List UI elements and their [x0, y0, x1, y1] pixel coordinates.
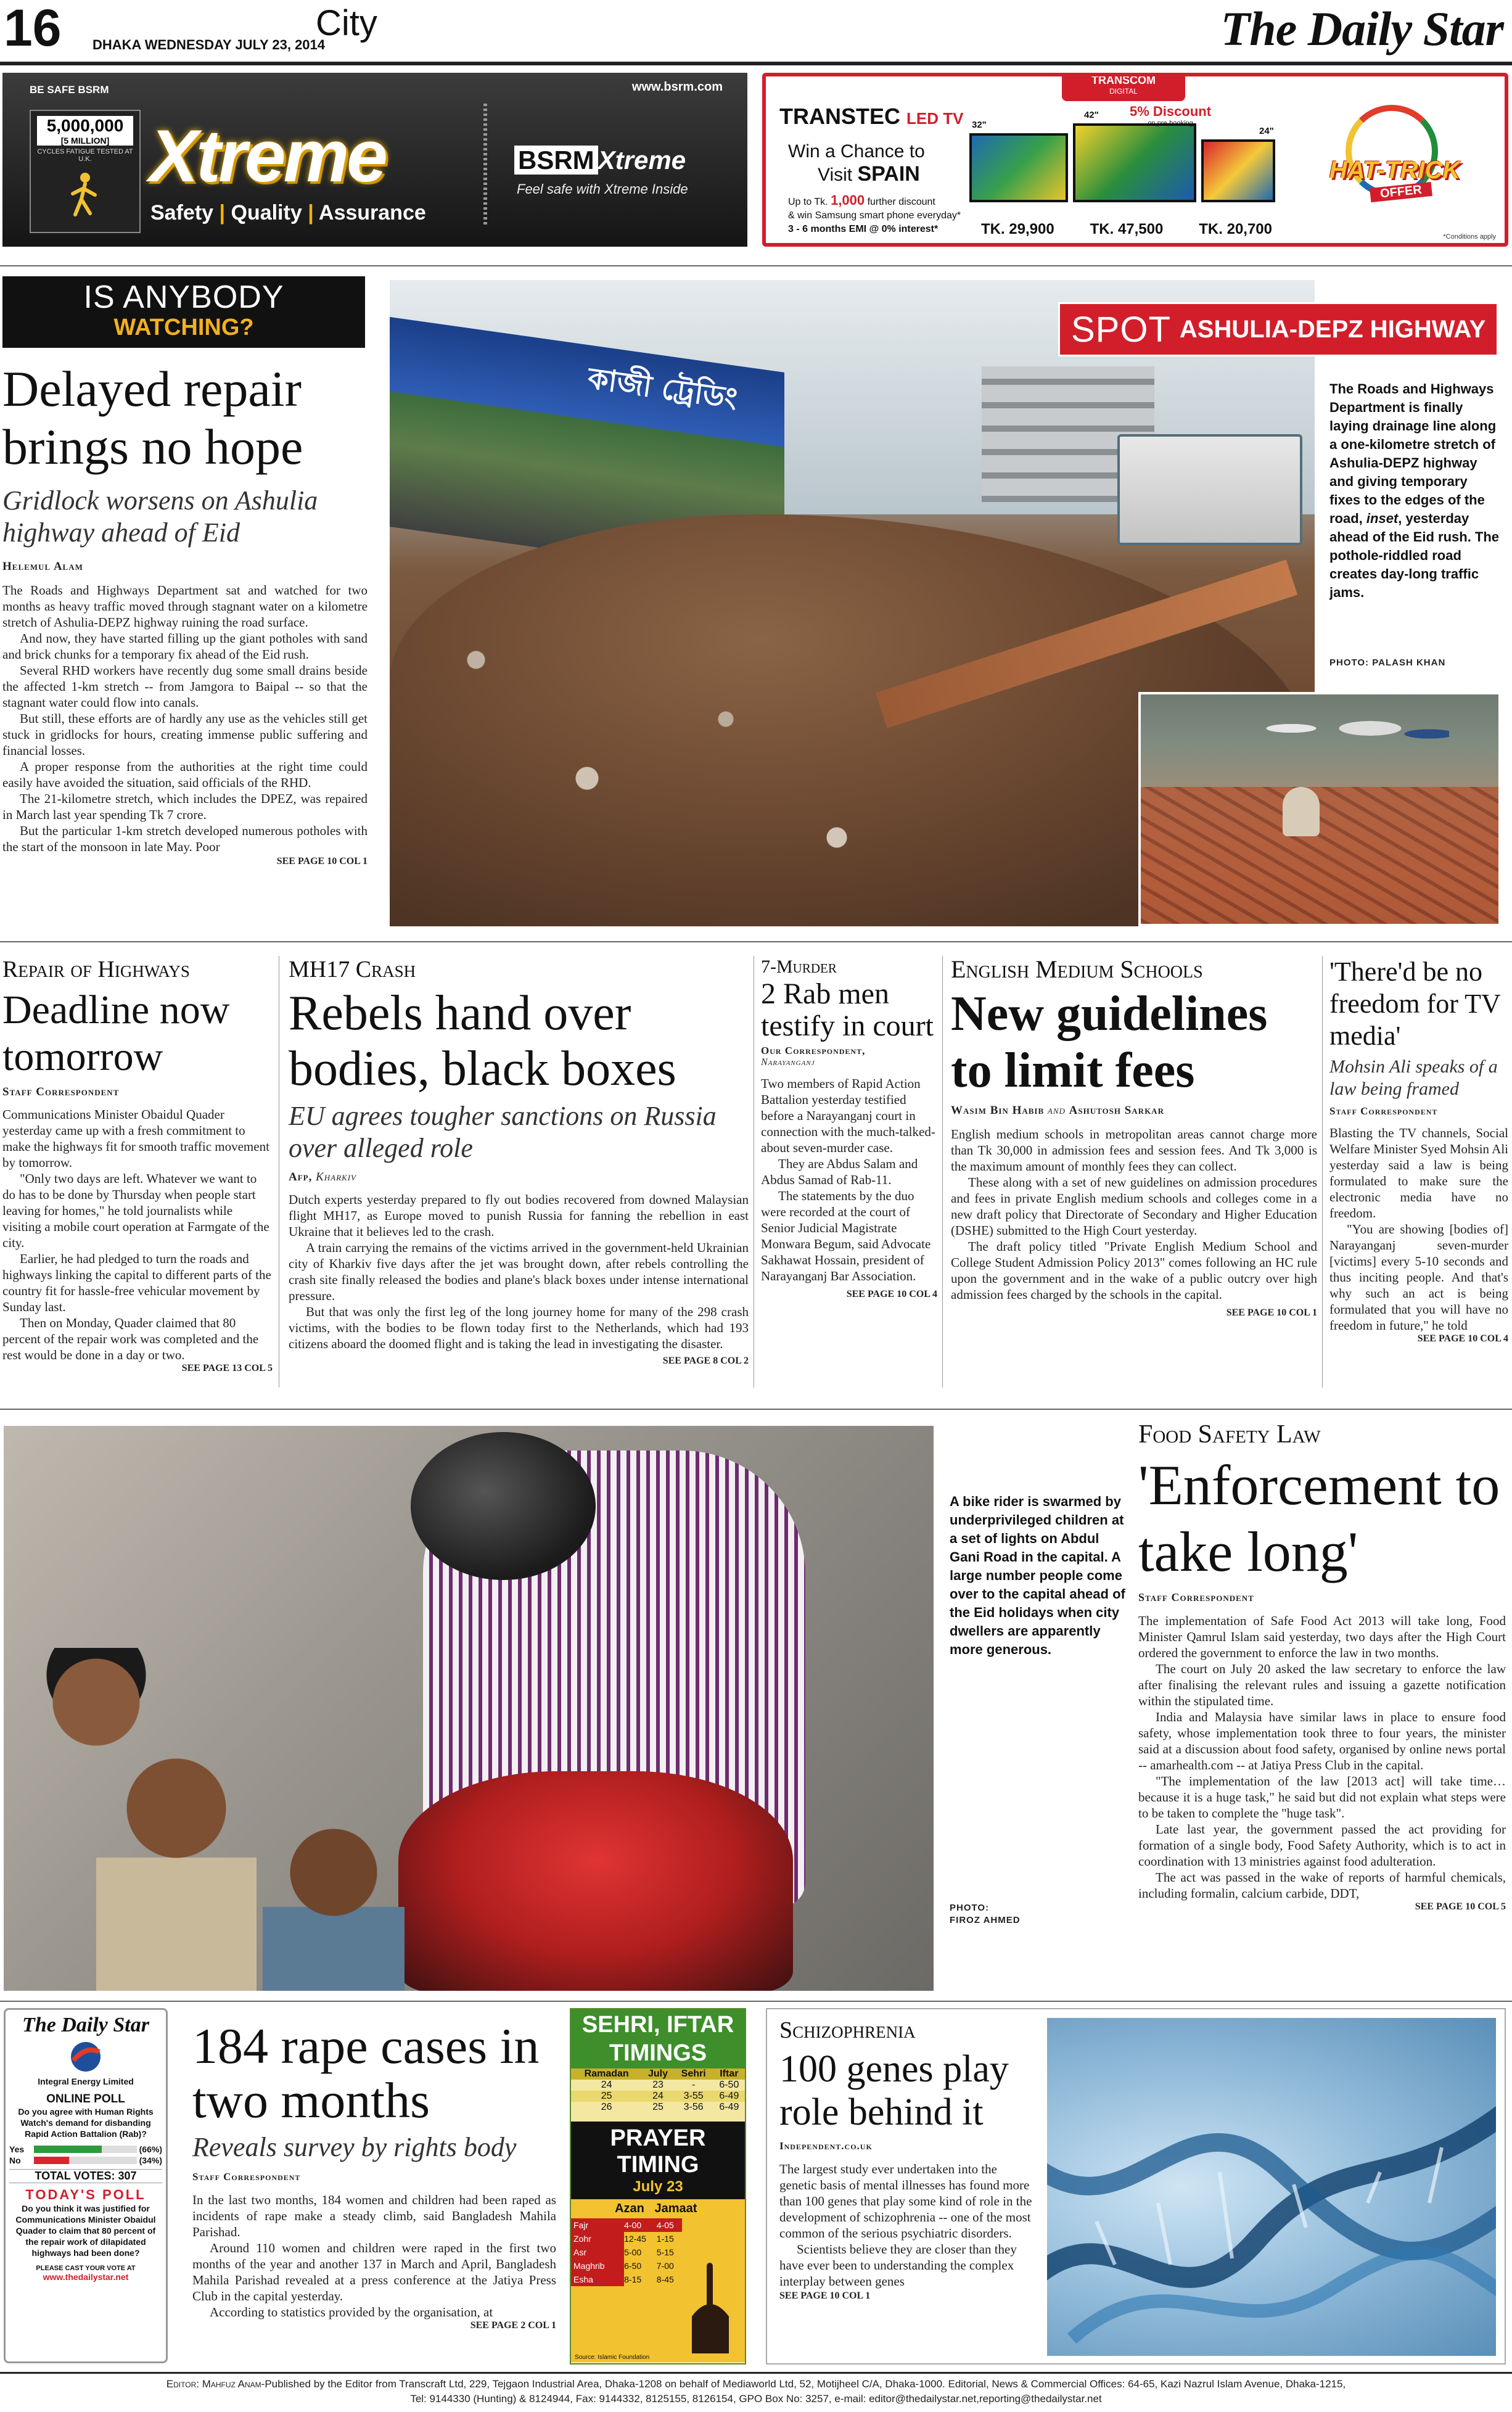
tv-32-size: 32" — [972, 120, 987, 130]
imprint-line-2: Tel: 9144330 (Hunting) & 8124944, Fax: 9144332, 8125155, 8126154, GPO Box No: 3257, e-mail: editor@thedailystar.net,reporting@thedailystar.net — [410, 2393, 1102, 2405]
page-number: 16 — [4, 0, 62, 57]
inset-photo — [1138, 692, 1501, 926]
rape-byline: Staff Correspondent — [192, 2171, 301, 2183]
inset-worker — [1283, 787, 1320, 836]
lead-body — [2, 582, 368, 855]
rubble-rocks — [421, 601, 976, 897]
bsrm-tagline: Feel safe with Xtreme Inside — [517, 181, 688, 197]
tv-body — [1329, 1125, 1508, 1333]
spot-label: SPOT — [1071, 309, 1171, 350]
food-kicker: Food Safety Law — [1138, 1420, 1321, 1449]
story-food-safety — [1138, 1421, 1506, 1994]
mh17-deck: EU agrees tougher sanctions on Russia over alleged role — [289, 1101, 717, 1163]
poll-bar-yes — [34, 2146, 102, 2153]
hat-trick-badge — [1321, 105, 1469, 228]
tv-headline: 'There'd be no freedom for TV media' — [1329, 957, 1500, 1051]
tv-32 — [969, 133, 1068, 202]
story-genes — [779, 2017, 1033, 2362]
sehri-iftar-row: 25 24 3-55 6-49 — [571, 2091, 745, 2102]
child-3 — [263, 1821, 405, 1991]
paragraph: Blasting the TV channels, Social Welfare Minister Syed Mohsin Ali yesterday said a law is being formulated to make sure the electronic media have no freedom. — [1329, 1126, 1508, 1220]
paragraph: But that was only the first leg of the long journey home for many of the 298 crash victims, with the bodies to be flown today first to the Netherlands, which had 193 citizens aboard the doomed flight and is taking the lead in investigating the disaster. — [289, 1304, 749, 1351]
poll-title: ONLINE POLL — [46, 2093, 125, 2105]
prayer-row: Esha 8-15 8-45 — [571, 2273, 682, 2286]
shop-sign: কাজী ট্রেডিং — [585, 361, 740, 416]
discount-badge: 5% Discount on pre-booking — [1130, 104, 1212, 127]
rab-body — [761, 1076, 937, 1284]
tv-byline: Staff Correspondent — [1329, 1105, 1438, 1117]
prayer-date: July 23 — [633, 2178, 683, 2195]
poll-sponsor: Integral Energy Limited — [38, 2077, 134, 2086]
genes-body — [779, 2161, 1033, 2289]
watching-tag-line2: WATCHING? — [113, 315, 254, 340]
masthead — [0, 0, 1512, 68]
story-tv-media — [1329, 956, 1508, 1388]
story-rab — [761, 956, 937, 1388]
bike-photo — [4, 1426, 934, 1991]
tv-deck: Mohsin Ali speaks of a law being framed — [1329, 1056, 1498, 1099]
paragraph: Several RHD workers have recently dug some small drains beside the affected 1-km stretch -- from Jamgora to Baipal -- so that the stagnant water could flow into canals. — [2, 663, 368, 710]
mh17-continued[interactable]: SEE PAGE 8 COL 2 — [662, 1356, 749, 1366]
paragraph: Dutch experts yesterday prepared to fly out bodies recovered from downed Malaysian flight MH17, as Europe moved to punish Russia for fanning the rebellion in east Ukraine that it believes led to the crash. — [289, 1192, 749, 1239]
story-deadline — [2, 956, 273, 1388]
lead-story — [2, 276, 368, 925]
mosque-icon — [680, 2261, 741, 2353]
paragraph: Earlier, he had pledged to turn the roads and highways linking the capital to different parts of the country fit for hassle-free vehicular movement by Sunday last. — [2, 1251, 271, 1314]
deadline-continued[interactable]: SEE PAGE 13 COL 5 — [181, 1363, 273, 1373]
genes-byline: Independent.co.uk — [779, 2140, 873, 2152]
tv-42 — [1073, 123, 1196, 202]
hat-trick-text: HAT-TRICK — [1329, 157, 1461, 184]
tv-continued[interactable]: SEE PAGE 10 COL 4 — [1417, 1333, 1508, 1344]
bsrm-logo: BSRM Xtreme — [514, 146, 686, 175]
food-byline: Staff Correspondent — [1138, 1591, 1254, 1603]
watching-tag-line1: IS ANYBODY — [83, 279, 284, 315]
watching-tag — [2, 276, 365, 348]
spot-banner — [1058, 302, 1498, 356]
paragraph: A proper response from the authorities at the right time could easily have avoided the situation, said officials of the RHD. — [2, 759, 368, 790]
rape-headline: 184 rape cases in two months — [192, 2018, 540, 2128]
paragraph: The statements by the duo were recorded at the court of Senior Judicial Magistrate Monwara Begum, said Advocate Sakhawat Hossain, president of Narayanganj Bar Association. — [761, 1188, 931, 1283]
english-kicker: English Medium Schools — [951, 955, 1203, 983]
dateline: DHAKA WEDNESDAY JULY 23, 2014 — [92, 37, 326, 52]
paragraph: The court on July 20 asked the law secretary to enforce the law after finalising the relevant rules and issuing a gazette notification within the stipulated time. — [1138, 1661, 1506, 1708]
bsrm-url[interactable]: www.bsrm.com — [631, 80, 723, 94]
prayer-row: Maghrib 6-50 7-00 — [571, 2259, 682, 2273]
poll-cast: PLEASE CAST YOUR VOTE AT — [36, 2265, 136, 2272]
cycles-million: [5 MILLION] — [37, 136, 133, 146]
col-divider — [1322, 956, 1323, 1388]
dna-helix-icon — [1047, 2018, 1496, 2356]
paragraph: The largest study ever undertaken into the genetic basis of mental illnesses has found more than 100 genes that play some kind of role in the development of schizophrenia -- one of the most common of the serious psychiatric disorders. — [779, 2162, 1032, 2241]
food-body — [1138, 1613, 1506, 1901]
spot-title: ASHULIA-DEPZ HIGHWAY — [1179, 315, 1486, 343]
paragraph: A train carrying the remains of the victims arrived in the government-held Ukrainian city of Kharkiv five days after the jet was brought down, after rebels controlling the crash site finally released the bodies and plane's black boxes under intense international pressure. — [289, 1240, 749, 1303]
sehri-iftar-title: SEHRI, IFTAR TIMINGS — [571, 2009, 745, 2068]
paragraph: Communications Minister Obaidul Quader yesterday came up with a fresh commitment to make the highways fit for smooth traffic movement by tomorrow. — [2, 1107, 269, 1170]
english-body — [951, 1126, 1317, 1303]
footer-rule — [0, 2372, 1512, 2374]
spain-offer: Win a Chance to Visit SPAIN — [788, 141, 925, 186]
imprint-line-1: Editor: Mahfuz Anam-Published by the Editor from Transcraft Ltd, 229, Tejgaon Industrial Area, Dhaka-1208 on behalf of Mediaworld Ltd, 52, Motijheel C/A, Dhaka-1000. Editorial, News & Commercial Offices: 64-65, Kazi Nazrul Islam Avenue, Dhaka-1215, — [166, 2378, 1346, 2390]
mh17-headline: Rebels hand over bodies, black boxes — [289, 986, 676, 1096]
paragraph: "The implementation of the law [2013 act] will take time… because it is a huge task," he said but did not explain what steps were to be taken to complete the "huge task". — [1138, 1774, 1506, 1821]
paragraph: The implementation of Safe Food Act 2013 will take long, Food Minister Qamrul Islam said yesterday, two days after the High Court ordered the government to enforce the law in two months. — [1138, 1613, 1506, 1660]
masthead-rule — [0, 62, 1512, 65]
mh17-body — [289, 1192, 749, 1352]
sehri-iftar-row: 24 23 - 6-50 — [601, 2080, 739, 2090]
prayer-title: PRAYER TIMING — [610, 2125, 706, 2178]
rule-row3 — [0, 1409, 1512, 1410]
mh17-kicker: MH17 Crash — [289, 957, 416, 982]
paragraph: "Only two days are left. Whatever we want to do has to be done by Thursday when people start leaving for homes," he told journalists while visiting a mobile court operation at Farmgate of the city. — [2, 1171, 269, 1250]
deadline-body — [2, 1106, 273, 1363]
todays-poll-title: TODAY'S POLL — [25, 2187, 146, 2202]
sehri-iftar-table — [571, 2068, 745, 2113]
rape-deck: Reveals survey by rights body — [192, 2132, 517, 2162]
paragraph: According to statistics provided by the organisation, at — [210, 2305, 493, 2319]
paragraph: They are Abdus Salam and Abdus Samad of Rab-11. — [761, 1156, 918, 1187]
bike-photo-credit: PHOTO: FIROZ AHMED — [950, 1903, 1021, 1925]
tv-24 — [1201, 139, 1275, 202]
sehri-iftar-header: Ramadan July Sehri Iftar — [571, 2068, 745, 2080]
transtec-logo: TRANSTEC LED TV — [779, 104, 964, 129]
mh17-byline: Afp, Kharkiv — [289, 1171, 356, 1183]
rule-under-ads — [0, 265, 1512, 266]
english-headline: New guidelines to limit fees — [951, 987, 1268, 1098]
paragraph: India and Malaysia have similar laws in place to ensure food safety, whose implementation took three to four years, the minister said at a discussion about food safety, organised by online news portal -- amarhealth.com -- at Jatiya Press Club in the capital. — [1138, 1710, 1506, 1772]
conditions: *Conditions apply — [1443, 233, 1496, 241]
genes-continued[interactable]: SEE PAGE 10 COL 1 — [779, 2291, 871, 2301]
paragraph: The draft policy titled "Private English Medium School and College Student Admission Policy 2013" comes following an HC rule upon the government and in the wake of a public outcry over high admission fees charged by the schools in the capital. — [951, 1239, 1317, 1302]
hat-trick-offer: OFFER — [1370, 182, 1432, 202]
cycles-text: CYCLES FATIGUE TESTED AT U.K. — [37, 148, 133, 163]
rab-kicker: 7-Murder — [761, 957, 837, 977]
paragraph: Then on Monday, Quader claimed that 80 percent of the repair work was completed and the rest would be done in a day or two. — [2, 1315, 259, 1362]
integral-energy-logo — [67, 2039, 104, 2074]
price-32: TK. 29,900 — [980, 221, 1054, 237]
poll-bar-track — [34, 2157, 137, 2164]
food-continued[interactable]: SEE PAGE 10 COL 5 — [1415, 1901, 1506, 1912]
paragraph: In the last two months, 184 women and children had been raped as incidents of rape make a steady climb, said Bangladesh Mahila Parishad. — [192, 2192, 556, 2239]
poll-box — [4, 2008, 168, 2363]
caption-inset-word: inset — [1366, 511, 1399, 526]
lead-headline: Delayed repair brings no hope — [2, 361, 303, 475]
bike-caption: A bike rider is swarmed by underprivileged children at a set of lights on Abdul Gani Road in the capital. A large number people come over to the capital ahead of the Eid holidays when city dwellers are apparently more generous. — [950, 1494, 1125, 1657]
dna-image — [1047, 2018, 1496, 2356]
paragraph: Late last year, the government passed the act providing for formation of a single body, Food Safety Authority, which is to act in coordination with 13 ministries against food adulteration. — [1138, 1822, 1506, 1869]
paragraph: English medium schools in metropolitan areas cannot charge more than Tk 30,000 in admission fees and session fees. And Tk 3,000 is the maximum amount of monthly fees they can collect. — [951, 1127, 1317, 1174]
sehri-iftar-row: 26 25 3-56 6-49 — [601, 2102, 739, 2112]
poll-total: TOTAL VOTES: 307 — [9, 2169, 162, 2183]
rab-continued[interactable]: SEE PAGE 10 COL 4 — [846, 1289, 937, 1299]
poll-option-no: No (34%) — [9, 2155, 162, 2165]
ad-divider — [483, 104, 487, 227]
story-rape — [192, 2019, 556, 2365]
col-divider — [942, 956, 943, 1388]
transcom-tab: TRANSCOM DIGITAL — [1062, 74, 1185, 101]
section-name: City — [316, 3, 377, 43]
english-continued[interactable]: SEE PAGE 10 COL 1 — [1226, 1307, 1317, 1318]
tv-42-size: 42" — [1084, 110, 1099, 120]
poll-bar-no — [34, 2157, 69, 2164]
poll-bar-track — [34, 2146, 137, 2153]
food-headline: 'Enforcement to take long' — [1138, 1454, 1500, 1583]
paper-logo: The Daily Star — [1220, 2, 1503, 56]
poll-question: Do you agree with Human Rights Watch's demand for disbanding Rapid Action Battalion (Rab)? — [18, 2107, 154, 2139]
paragraph: Two members of Rapid Action Battalion yesterday testified before a Narayanganj court in connection with the much-talked-about seven-murder case. — [761, 1076, 935, 1155]
offer-details: Up to Tk. 1,000 further discount & win Samsung smart phone everyday* 3 - 6 months EMI @ 0% interest* — [788, 192, 961, 234]
paragraph: The act was passed in the wake of reports of harmful chemicals, including formalin, calcium carbide, DDT, — [1138, 1870, 1506, 1901]
price-bar — [963, 221, 1290, 245]
xtreme-slogan: Safety | Quality | Assurance — [150, 201, 426, 224]
runner-icon — [67, 171, 104, 221]
paragraph: And now, they have started filling up the giant potholes with sand and brick chunks for a temporary fix ahead of the Eid rush. — [2, 631, 368, 662]
story-english-medium — [951, 956, 1317, 1388]
paragraph: These along with a set of new guidelines on admission procedures and fees in private English medium schools and colleges come in a new draft policy that Directorate of Secondary and Higher Education (DSHE) submitted to the High Court yesterday. — [951, 1175, 1317, 1238]
rab-headline: 2 Rab men testify in court — [761, 978, 934, 1042]
rape-body — [192, 2192, 556, 2320]
deadline-headline: Deadline now tomorrow — [2, 987, 230, 1079]
spot-photo-credit: PHOTO: PALASH KHAN — [1329, 657, 1446, 668]
lead-byline: Helemul Alam — [2, 560, 83, 573]
poll-paper-logo: The Daily Star — [22, 2014, 149, 2036]
poll-results — [9, 2144, 162, 2165]
inset-bricks — [1141, 787, 1501, 926]
poll-url[interactable]: www.thedailystar.net — [43, 2272, 129, 2282]
child-2 — [96, 1747, 257, 1991]
deadline-byline: Staff Correspondent — [2, 1085, 120, 1098]
prayer-row: Fajr 4-00 4-05 — [571, 2218, 682, 2232]
price-42: TK. 47,500 — [1090, 221, 1164, 237]
ad-transtec[interactable] — [762, 73, 1508, 247]
deadline-kicker: Repair of Highways — [2, 957, 190, 982]
rule-row4 — [0, 2001, 1512, 2002]
prayer-table-area — [571, 2199, 745, 2362]
prayer-panel — [571, 2122, 745, 2361]
genes-kicker: Schizophrenia — [779, 2017, 916, 2043]
paragraph: The 21-kilometre stretch, which includes the DPEZ, was repaired in March last year spending Tk 7 crore. — [2, 791, 368, 822]
paragraph: Around 110 women and children were raped in the first two months of the year and another 137 in March and April, Bangladesh Mahila Parishad revealed at a press conference at the Jatiya Press Club in the capital yesterday. — [192, 2241, 556, 2303]
rab-byline: Our Correspondent, Narayanganj — [761, 1045, 866, 1068]
prayer-headers: Azan Jamaat — [615, 2202, 697, 2215]
prayer-row: Asr 5-00 5-15 — [571, 2245, 682, 2259]
story-mh17 — [289, 956, 749, 1388]
helmet — [411, 1432, 596, 1580]
cycles-count: 5,000,000 — [37, 116, 133, 136]
rule-row2 — [0, 941, 1512, 942]
motorbike — [398, 1771, 793, 1991]
prayer-table — [571, 2218, 682, 2286]
cycles-panel — [30, 110, 141, 233]
spot-caption: The Roads and Highways Department is finally laying drainage line along a one-kilometre stretch of Ashulia-DEPZ highway and giving temporary fixes to the edges of the road, inset, yesterday ahead of the Eid rush. The pothole-riddled road creates day-long traffic jams. — [1329, 381, 1500, 600]
ad-bsrm[interactable] — [2, 73, 747, 247]
genes-headline: 100 genes play role behind it — [779, 2048, 1009, 2133]
inset-cars — [1252, 701, 1449, 756]
paragraph: But still, these efforts are of hardly any use as the vehicles still get stuck in gridlocks for hours, creating immense public suffering and financial losses. — [2, 711, 368, 758]
todays-poll-question: Do you think it was justified for Communications Minister Obaidul Quader to claim that 80 percent of the repair work of dilapidated highways had been done? — [15, 2204, 156, 2258]
paragraph: But the particular 1-km stretch developed numerous potholes with the start of the monsoon in late May. Poor — [2, 823, 368, 854]
timings-box — [570, 2008, 746, 2365]
prayer-row: Zohr 12-45 1-15 — [571, 2232, 682, 2245]
prayer-source: Source: Islamic Foundation — [575, 2354, 650, 2361]
tv-24-size: 24" — [1259, 126, 1274, 136]
rape-continued[interactable]: SEE PAGE 2 COL 1 — [470, 2320, 556, 2331]
price-24: TK. 20,700 — [1199, 221, 1272, 237]
english-byline: Wasim Bin Habib and Ashutosh Sarkar — [951, 1104, 1164, 1117]
truck — [1117, 434, 1302, 545]
xtreme-wordmark: Xtreme — [149, 115, 385, 197]
paragraph: Scientists believe they are closer than they have ever been to understanding the complex interplay between genes — [779, 2242, 1017, 2289]
paragraph: "You are showing [bodies of] Narayanganj seven-murder [victims] every 5-10 seconds and thus inciting people. And that's why such an act is being formulated that you will have no freedom in future," he told — [1329, 1222, 1508, 1333]
bsrm-safe-logo: BE SAFE BSRM — [30, 84, 109, 96]
lead-continued[interactable]: SEE PAGE 10 COL 1 — [276, 856, 368, 866]
lead-deck: Gridlock worsens on Ashulia highway ahead of Eid — [2, 485, 318, 548]
paragraph: The Roads and Highways Department sat and watched for two months as heavy traffic moved through stagnant water on a kilometre stretch of Ashulia-DEPZ highway ruining the road surface. — [2, 583, 368, 630]
poll-option-yes: Yes (66%) — [9, 2144, 162, 2154]
